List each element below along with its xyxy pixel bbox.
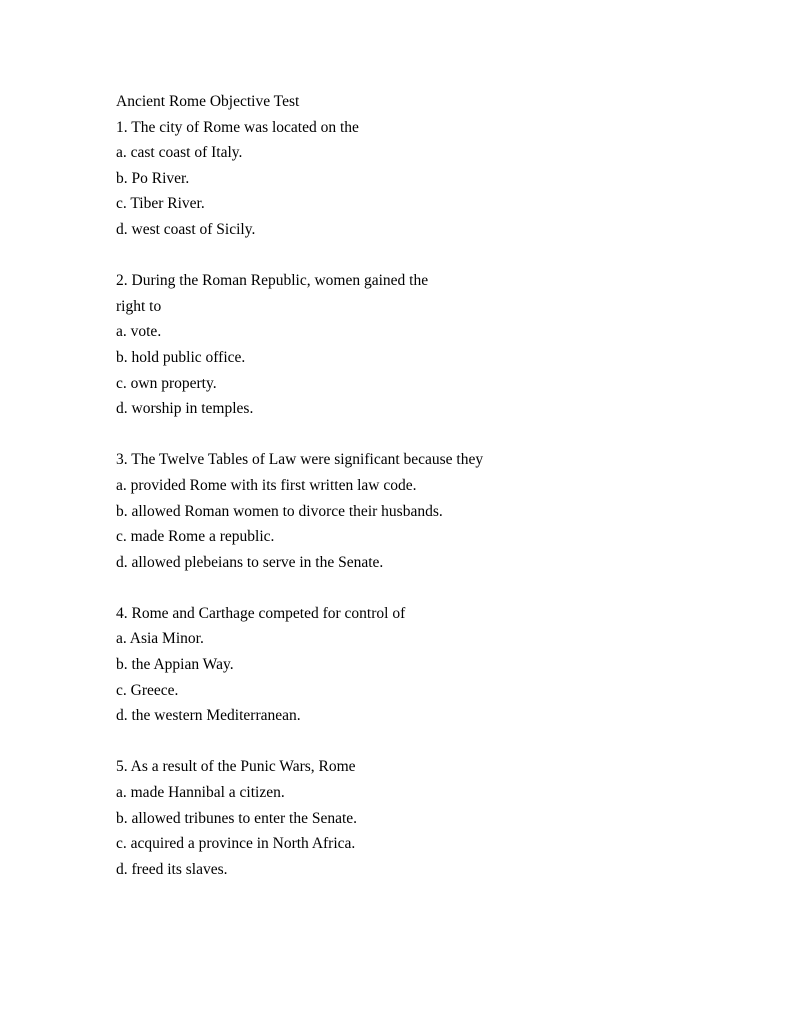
document-page — [116, 89, 736, 908]
question-4 — [116, 601, 736, 729]
question-1 — [116, 115, 736, 243]
answer-option-b: b. the Appian Way. — [116, 656, 234, 674]
answer-option-d: d. worship in temples. — [116, 400, 254, 418]
question-stem-continuation: right to — [116, 297, 162, 315]
answer-option-c: c. own property. — [116, 374, 217, 392]
answer-option-c: c. Greece. — [116, 681, 179, 699]
answer-option-a: a. made Hannibal a citizen. — [116, 784, 285, 802]
answer-option-d: d. the western Mediterranean. — [116, 707, 301, 725]
document-title: Ancient Rome Objective Test — [116, 93, 300, 110]
answer-option-b: b. allowed tribunes to enter the Senate. — [116, 809, 358, 827]
question-stem: 1. The city of Rome was located on the — [116, 118, 359, 136]
answer-option-d: d. freed its slaves. — [116, 860, 228, 878]
answer-option-a: a. Asia Minor. — [116, 630, 204, 648]
question-3 — [116, 447, 736, 575]
answer-option-c: c. made Rome a republic. — [116, 528, 275, 546]
answer-option-b: b. Po River. — [116, 169, 190, 187]
question-stem: 2. During the Roman Republic, women gained the — [116, 272, 429, 290]
answer-option-b: b. hold public office. — [116, 348, 246, 366]
answer-option-a: a. cast coast of Italy. — [116, 144, 243, 162]
question-5 — [116, 754, 736, 882]
answer-option-c: c. acquired a province in North Africa. — [116, 835, 356, 853]
answer-option-a: a. vote. — [116, 323, 162, 341]
question-stem: 3. The Twelve Tables of Law were significant because they — [116, 451, 484, 469]
question-stem: 5. As a result of the Punic Wars, Rome — [116, 758, 356, 776]
question-2 — [116, 268, 736, 422]
answer-option-d: d. west coast of Sicily. — [116, 220, 256, 238]
answer-option-c: c. Tiber River. — [116, 195, 205, 213]
answer-option-a: a. provided Rome with its first written law code. — [116, 476, 417, 494]
question-stem: 4. Rome and Carthage competed for control of — [116, 604, 406, 622]
answer-option-d: d. allowed plebeians to serve in the Senate. — [116, 553, 384, 571]
answer-option-b: b. allowed Roman women to divorce their husbands. — [116, 502, 443, 520]
